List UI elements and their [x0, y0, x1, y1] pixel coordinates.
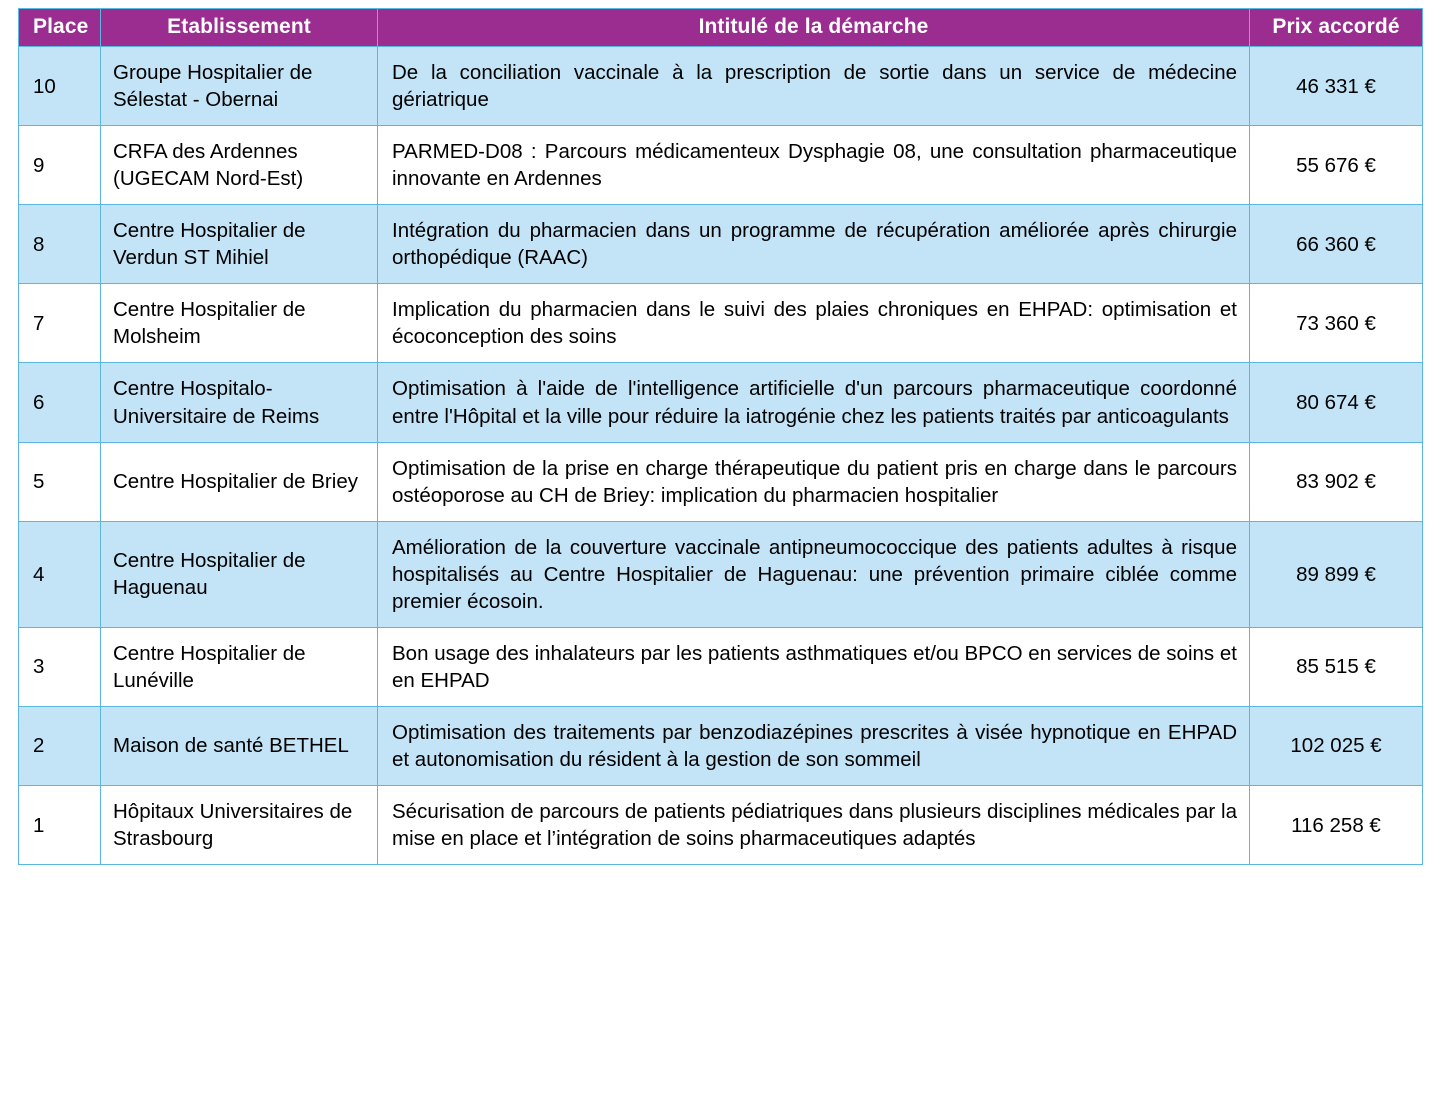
cell-intitule: Optimisation des traitements par benzodiazépines prescrites à visée hypnotique en EHPAD et autonomisation du résident à la gestion de son sommeil: [378, 706, 1250, 785]
cell-prix: 116 258 €: [1250, 785, 1423, 864]
cell-place: 2: [19, 706, 101, 785]
cell-prix: 102 025 €: [1250, 706, 1423, 785]
table-row: [19, 47, 1423, 126]
cell-place: 3: [19, 627, 101, 706]
column-header-etablissement: Etablissement: [101, 9, 378, 47]
cell-etablissement: Hôpitaux Universitaires de Strasbourg: [101, 785, 378, 864]
cell-intitule: Intégration du pharmacien dans un programme de récupération améliorée après chirurgie orthopédique (RAAC): [378, 205, 1250, 284]
column-header-prix: Prix accordé: [1250, 9, 1423, 47]
table-row: [19, 706, 1423, 785]
cell-prix: 80 674 €: [1250, 363, 1423, 442]
cell-intitule: Bon usage des inhalateurs par les patients asthmatiques et/ou BPCO en services de soins et en EHPAD: [378, 627, 1250, 706]
cell-etablissement: Centre Hospitalier de Lunéville: [101, 627, 378, 706]
cell-prix: 73 360 €: [1250, 284, 1423, 363]
cell-intitule: Optimisation de la prise en charge thérapeutique du patient pris en charge dans le parcours ostéoporose au CH de Briey: implication du pharmacien hospitalier: [378, 442, 1250, 521]
table-row: [19, 627, 1423, 706]
cell-intitule: Amélioration de la couverture vaccinale antipneumococcique des patients adultes à risque hospitalisés au Centre Hospitalier de Haguenau: une prévention primaire ciblée comme premier écosoin.: [378, 521, 1250, 627]
cell-prix: 55 676 €: [1250, 126, 1423, 205]
cell-prix: 46 331 €: [1250, 47, 1423, 126]
cell-etablissement: Centre Hospitalier de Haguenau: [101, 521, 378, 627]
cell-etablissement: Centre Hospitalier de Briey: [101, 442, 378, 521]
table-row: [19, 284, 1423, 363]
cell-intitule: PARMED-D08 : Parcours médicamenteux Dysphagie 08, une consultation pharmaceutique innovante en Ardennes: [378, 126, 1250, 205]
table-body: [19, 47, 1423, 865]
ranking-table: [18, 8, 1423, 865]
table-row: [19, 205, 1423, 284]
cell-etablissement: Centre Hospitalier de Verdun ST Mihiel: [101, 205, 378, 284]
cell-place: 7: [19, 284, 101, 363]
cell-prix: 85 515 €: [1250, 627, 1423, 706]
cell-place: 6: [19, 363, 101, 442]
cell-etablissement: Centre Hospitalier de Molsheim: [101, 284, 378, 363]
cell-place: 10: [19, 47, 101, 126]
table-row: [19, 126, 1423, 205]
cell-etablissement: Maison de santé BETHEL: [101, 706, 378, 785]
cell-prix: 89 899 €: [1250, 521, 1423, 627]
cell-intitule: Implication du pharmacien dans le suivi des plaies chroniques en EHPAD: optimisation et écoconception des soins: [378, 284, 1250, 363]
cell-etablissement: Groupe Hospitalier de Sélestat - Obernai: [101, 47, 378, 126]
cell-place: 5: [19, 442, 101, 521]
cell-place: 1: [19, 785, 101, 864]
cell-intitule: Sécurisation de parcours de patients pédiatriques dans plusieurs disciplines médicales par la mise en place et l’intégration de soins pharmaceutiques adaptés: [378, 785, 1250, 864]
cell-place: 9: [19, 126, 101, 205]
table-row: [19, 363, 1423, 442]
cell-prix: 83 902 €: [1250, 442, 1423, 521]
table-row: [19, 785, 1423, 864]
column-header-place: Place: [19, 9, 101, 47]
cell-intitule: Optimisation à l'aide de l'intelligence artificielle d'un parcours pharmaceutique coordonné entre l'Hôpital et la ville pour réduire la iatrogénie chez les patients traités par anticoagulants: [378, 363, 1250, 442]
table-header: [19, 9, 1423, 47]
table-row: [19, 521, 1423, 627]
column-header-intitule: Intitulé de la démarche: [378, 9, 1250, 47]
header-row: [19, 9, 1423, 47]
table-row: [19, 442, 1423, 521]
cell-place: 4: [19, 521, 101, 627]
cell-etablissement: CRFA des Ardennes (UGECAM Nord-Est): [101, 126, 378, 205]
cell-place: 8: [19, 205, 101, 284]
cell-intitule: De la conciliation vaccinale à la prescription de sortie dans un service de médecine gériatrique: [378, 47, 1250, 126]
cell-etablissement: Centre Hospitalo-Universitaire de Reims: [101, 363, 378, 442]
cell-prix: 66 360 €: [1250, 205, 1423, 284]
